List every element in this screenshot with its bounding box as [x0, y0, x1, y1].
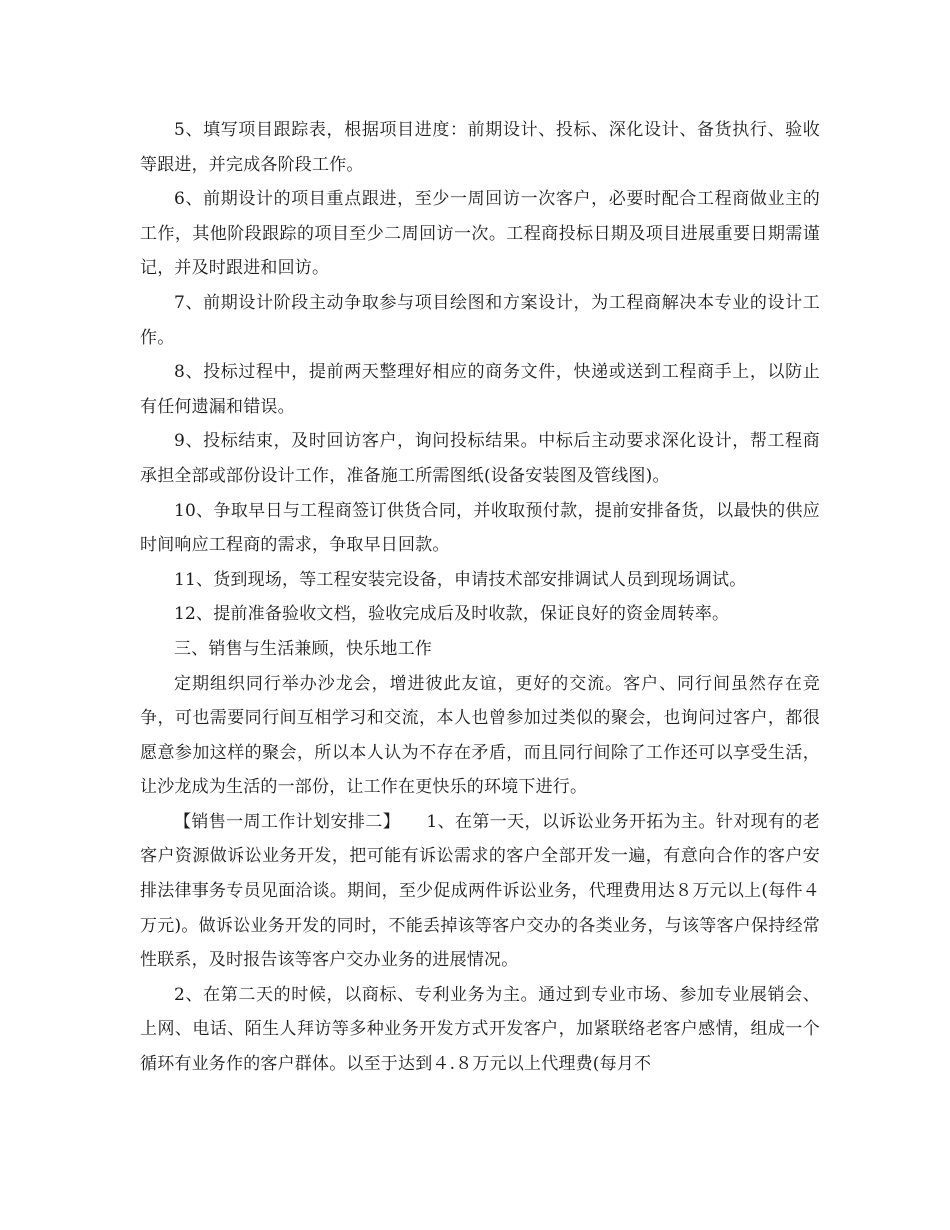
paragraph-salon: 定期组织同行举办沙龙会，增进彼此友谊，更好的交流。客户、同行间虽然存在竞争，可也需要同行间互相学习和交流，本人也曾参加过类似的聚会，也询问过客户，都很愿意参加这样的聚会，所以本人认为不存在矛盾，而且同行间除了工作还可以享受生活，让沙龙成为生活的一部份，让工作在更快乐的环境下进行。	[140, 673, 820, 798]
paragraph-item-12: 12、提前准备验收文档，验收完成后及时收款，保证良好的资金周转率。	[174, 604, 730, 625]
paragraph-item-9: 9、投标结束，及时回访客户，询问投标结果。中标后主动要求深化设计，帮工程商承担全部或部份设计工作，准备施工所需图纸(设备安装图及管线图)。	[140, 431, 820, 486]
document-body	[140, 113, 820, 1082]
paragraph-item-10: 10、争取早日与工程商签订供货合同，并收取预付款，提前安排备货，以最快的供应时间响应工程商的需求，争取早日回款。	[140, 500, 820, 556]
paragraph-item-5: 5、填写项目跟踪表，根据项目进度：前期设计、投标、深化设计、备货执行、验收等跟进，并完成各阶段工作。	[140, 120, 820, 175]
paragraph-item-8: 8、投标过程中，提前两天整理好相应的商务文件，快递或送到工程商手上，以防止有任何遗漏和错误。	[140, 362, 820, 417]
paragraph-plan-two-day-1: 【销售一周工作计划安排二】 1、在第一天，以诉讼业务开拓为主。针对现有的老客户资源做诉讼业务开发，把可能有诉讼需求的客户全部开发一遍，有意向合作的客户安排法律事务专员见面洽谈。期间，至少促成两件诉讼业务，代理费用达８万元以上(每件４万元)。做诉讼业务开发的同时，不能丢掉该等客户交办的各类业务，与该等客户保持经常性联系，及时报告该等客户交办业务的进展情况。	[140, 811, 820, 971]
paragraph-item-11: 11、货到现场，等工程安装完设备，申请技术部安排调试人员到现场调试。	[174, 569, 747, 590]
paragraph-plan-two-day-2: 2、在第二天的时候，以商标、专利业务为主。通过到专业市场、参加专业展销会、上网、电话、陌生人拜访等多种业务开发方式开发客户，加紧联络老客户感情，组成一个循环有业务作的客户群体。以至于达到４.８万元以上代理费(每月不	[140, 984, 820, 1075]
section-heading-3: 三、销售与生活兼顾，快乐地工作	[174, 638, 432, 659]
paragraph-item-6: 6、前期设计的项目重点跟进，至少一周回访一次客户，必要时配合工程商做业主的工作，其他阶段跟踪的项目至少二周回访一次。工程商投标日期及项目进展重要日期需谨记，并及时跟进和回访。	[140, 189, 820, 279]
paragraph-item-7: 7、前期设计阶段主动争取参与项目绘图和方案设计，为工程商解决本专业的设计工作。	[140, 292, 820, 348]
